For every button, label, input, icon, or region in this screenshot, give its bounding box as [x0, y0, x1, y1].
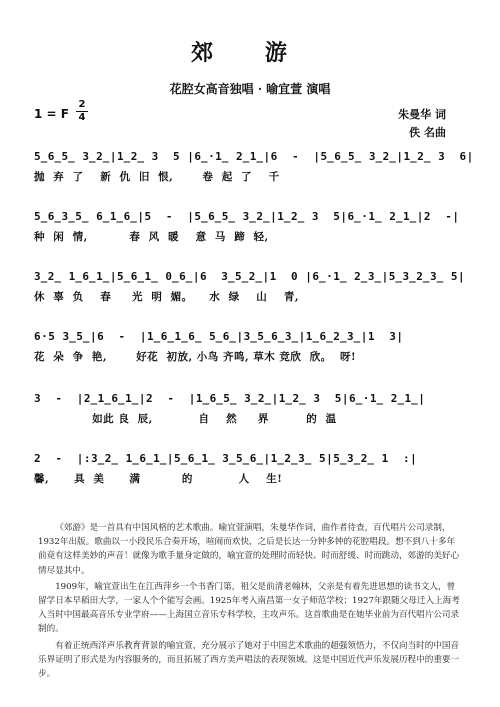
- notation-line: 6·5 3̲5̲|6 - |1̲6̲1̲6̲ 5̲6̲|3̲5̲6̲3̲|1̲6̲2̲3̲|1 3|: [34, 330, 404, 343]
- lyrics-line: 花 朵 争 艳, 好花 初放, 小鸟 齐鸣, 草木 竞欣 欣。 呀!: [34, 351, 357, 363]
- notation-line: 5̲6̲3̲5̲ 6̲1̲6̲|5 - |5̲6̲5̲ 3̲2̲|1̲2̲ 3 5|6̲·1̲ 2̲1̲|2 -|: [34, 210, 460, 223]
- time-signature: [76, 100, 88, 123]
- notation-line: 3̲2̲ 1̲6̲1̲|5̲6̲1̲ 0̲6̲|6 3̲5̲2̲|1 0 |6̲·1̲ 2̲3̲|5̲3̲2̲3̲ 5|: [34, 270, 466, 283]
- lyrics-line: 休 辜 负 春 光 明 媚。 水 绿 山 青,: [34, 291, 299, 303]
- meter-top: 2: [78, 99, 86, 110]
- song-subtitle: 花腔女高音独唱 · 喻宜萱 演唱: [169, 82, 331, 96]
- song-title: 郊 游: [191, 40, 309, 66]
- lyrics-line: 抛 弃 了 新 仇 旧 恨, 卷 起 了 千: [34, 171, 280, 183]
- lyrics-line: 种 闲 情, 春 风 暖 意 马 蹄 轻,: [34, 231, 269, 243]
- notation-line: 2 - |:3̲2̲ 1̲6̲1̲|5̲6̲1̲ 3̲5̲6̲|1̲2̲3̲ 5|5̲3̲2̲ 1 :|: [34, 452, 418, 465]
- article-paragraph: 有着正统西洋声乐教育背景的喻宜萱，充分展示了她对于中国艺术歌曲的超强领悟力，不仅向当时的中国音乐界证明了形式是为内容服务的，而且拓展了西方美声唱法的表现领域。这是中国近代声乐发展历程中的重要一步。: [38, 640, 460, 680]
- notation-line: 3 - |2̲1̲6̲1̲|2 - |1̲6̲5̲ 3̲2̲|1̲2̲ 3 5|6̲·1̲ 2̲1̲|: [34, 392, 426, 405]
- article-paragraph: 《郊游》是一首具有中国风格的艺术歌曲。喻宜萱演唱，朱曼华作词，曲作者待查，百代唱片公司录制，1932年出版。歌曲以一小段民乐合奏开场，喧闹而欢快，之后是长达一分钟多钟的花腔唱段。想不到八十多年前竟有这样美妙的声音！就像为歌手量身定做的，喻宜萱的处理时而轻快、时而舒缓、时而跳动，郊游的美好心情尽显其中。: [38, 523, 460, 576]
- key-signature: 1 = F: [34, 107, 69, 121]
- meter-bottom: 4: [78, 112, 86, 123]
- lyrics-line: 馨, 具 美 满 的 人 生!: [34, 473, 283, 485]
- article-paragraph: 1909年，喻宜萱出生在江西萍乡一个书香门第，祖父是前清老翰林，父亲是有着先进思想的读书文人，曾留学日本早稻田大学，一家人个个能写会画。1925年考入南昌第一女子师范学校；1927年跟随父母迁入上海考入当时中国最高音乐专业学府——上海国立音乐专科学校，主攻声乐。这首歌曲是在她毕业前为百代唱片公司录制的。: [38, 581, 460, 635]
- article-text: [38, 521, 462, 683]
- notation-line: 5̲6̲5̲ 3̲2̲|1̲2̲ 3 5 |6̲·1̲ 2̲1̲|6 - |5̲6̲5̲ 3̲2̲|1̲2̲ 3 6|: [34, 150, 474, 163]
- lyricist-credit: 朱曼华 词: [398, 108, 446, 121]
- composer-credit: 佚 名曲: [409, 126, 446, 139]
- lyrics-line: 如此 良 辰, 自 然 界 的 温: [34, 413, 337, 425]
